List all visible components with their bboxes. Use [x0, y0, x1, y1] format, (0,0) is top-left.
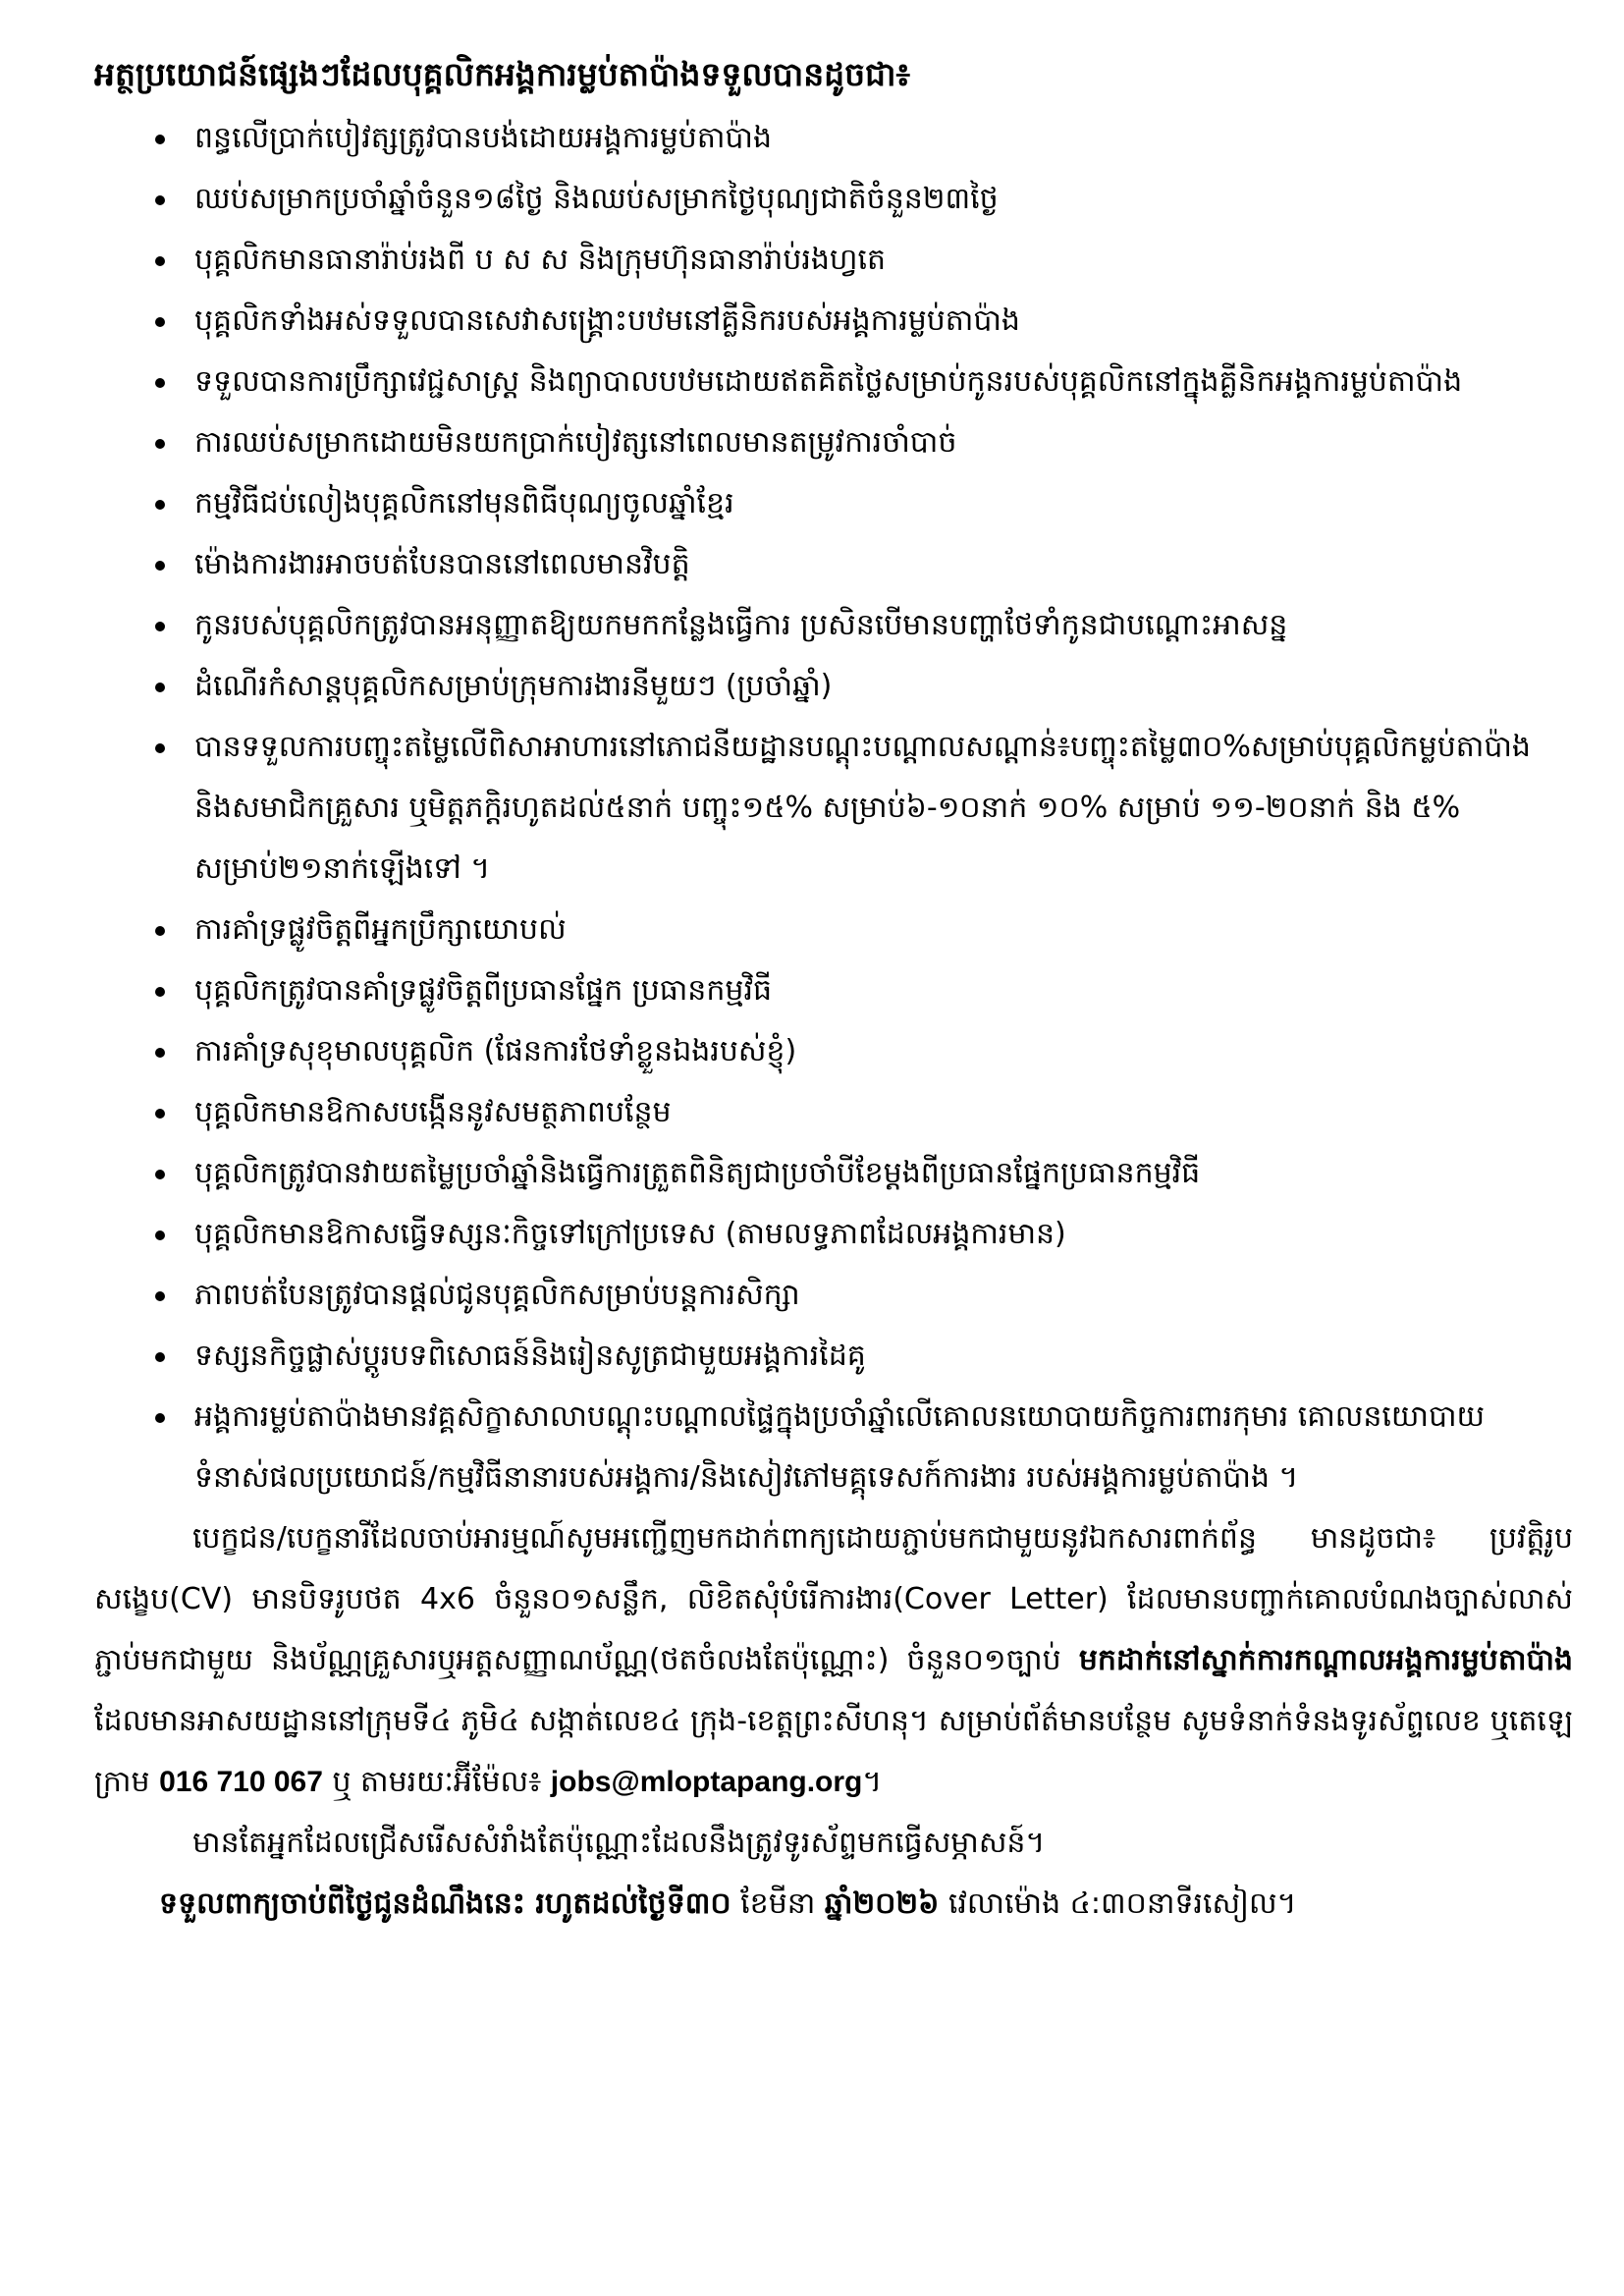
application-intro: បេក្ខជន/បេក្ខនារីដែលចាប់អារម្មណ៍សូមអញ្ជើញមកដាក់ពាក្យដោយភ្ជាប់មកជាមួយនូវឯកសារពាក់ព័ន្ធ មានដូចជា៖ ប្រវត្តិរូបសង្ខេប(CV) មានបិទរូបថត 4x6 ចំនួន០១សន្លឹក, លិខិតសុំបំរើការងារ(Cover Letter) ដែលមានបញ្ជាក់គោលបំណងច្បាស់លាស់ភ្ជាប់មកជាមួយ និងប័ណ្ណគ្រួសារឬអត្តសញ្ញាណប័ណ្ណ(ថតចំលងតែប៉ុណ្ណោះ) ចំនួន០១ច្បាប់: [94, 1521, 1573, 1677]
list-item: ទទួលបានការប្រឹក្សាវេជ្ជសាស្ត្រ និងព្យាបាលបឋមដោយឥតគិតថ្លៃសម្រាប់កូនរបស់បុគ្គលិកនៅក្នុងគ្លីនិកអង្គការម្លប់តាប៉ាង: [151, 352, 1573, 412]
email-label: ឬ តាមរយៈអ៊ីម៉ែល៖: [322, 1765, 551, 1799]
list-item: បុគ្គលិកត្រូវបានគាំទ្រផ្លូវចិត្តពីប្រធានផ្នែក ប្រធានកម្មវិធី: [151, 960, 1573, 1021]
list-item: បុគ្គលិកមានឱកាសបង្កើននូវសមត្ថភាពបន្ថែម: [151, 1082, 1573, 1143]
office-address: ដែលមានអាសយដ្ឋាននៅក្រុមទី៤ ភូមិ៤ សង្កាត់លេខ៤ ក្រុង-ខេត្តព្រះសីហនុ។ សម្រាប់ព័ត៌មានបន្ថែម សូមទំនាក់ទំនងទូរស័ព្ទលេខ ឬតេឡេក្រាម: [94, 1704, 1573, 1799]
list-item: បុគ្គលិកមានធានារ៉ាប់រងពី ប ស ស និងក្រុមហ៊ុនធានារ៉ាប់រងហ្វតេ: [151, 230, 1573, 291]
list-item: ពន្ធលើប្រាក់បៀវត្សត្រូវបានបង់ដោយអង្គការម្លប់តាប៉ាង: [151, 108, 1573, 169]
list-item: ភាពបត់បែនត្រូវបានផ្ដល់ជូនបុគ្គលិកសម្រាប់បន្តការសិក្សា: [151, 1265, 1573, 1326]
email-end-mark: ។: [862, 1765, 883, 1799]
job-announcement-page: [94, 47, 1573, 1935]
list-item: ទស្សនកិច្ចផ្លាស់ប្ដូរបទពិសោធន៍និងរៀនសូត្រជាមួយអង្គការដៃគូ: [151, 1326, 1573, 1387]
contact-phone: 016 710 067: [159, 1766, 323, 1798]
list-item: កម្មវិធីជប់លៀងបុគ្គលិកនៅមុនពិធីបុណ្យចូលឆ្នាំខ្មែរ: [151, 473, 1573, 534]
deadline-day: ថ្ងៃទី៣០: [638, 1886, 731, 1921]
shortlist-note: មានតែអ្នកដែលជ្រើសរើសសំរាំងតែប៉ុណ្ណោះដែលនឹងត្រូវទូរស័ព្ទមកធ្វើសម្ភាសន៍។: [192, 1826, 1046, 1860]
list-item: បានទទួលការបញ្ចុះតម្លៃលើពិសាអាហារនៅភោជនីយដ្ឋានបណ្ដុះបណ្ដាលសណ្ដាន់៖បញ្ចុះតម្លៃ៣០%សម្រាប់បុគ្គលិកម្លប់តាប៉ាង និងសមាជិកគ្រួសារ ឬមិត្តភក្តិរហូតដល់៥នាក់ បញ្ចុះ១៥% សម្រាប់៦-១០នាក់ ១០% សម្រាប់ ១១-២០នាក់ និង ៥% សម្រាប់២១នាក់ឡើងទៅ ។: [151, 717, 1573, 900]
list-item: ដំណើរកំសាន្តបុគ្គលិកសម្រាប់ក្រុមការងារនីមួយៗ (ប្រចាំឆ្នាំ): [151, 656, 1573, 717]
application-instructions: [94, 1508, 1573, 1813]
benefits-list: [94, 108, 1573, 1508]
list-item: បុគ្គលិកទាំងអស់ទទួលបានសេវាសង្គ្រោះបឋមនៅគ្លីនិករបស់អង្គការម្លប់តាប៉ាង: [151, 291, 1573, 352]
deadline-prefix: ទទួលពាក្យចាប់ពីថ្ងៃជូនដំណឹងនេះ រហូតដល់: [159, 1886, 639, 1921]
list-item: បុគ្គលិកមានឱកាសធ្វើទស្សនៈកិច្ចទៅក្រៅប្រទេស (តាមលទ្ធភាពដែលអង្គការមាន): [151, 1204, 1573, 1265]
list-item: ម៉ោងការងារអាចបត់បែនបាននៅពេលមានវិបត្តិ: [151, 534, 1573, 595]
list-item: ការគាំទ្រផ្លូវចិត្តពីអ្នកប្រឹក្សាយោបល់: [151, 900, 1573, 960]
list-item: កូនរបស់បុគ្គលិកត្រូវបានអនុញ្ញាតឱ្យយកមកកន្លែងធ្វើការ ប្រសិនបើមានបញ្ហាថែទាំកូនជាបណ្ដោះអាសន្ន: [151, 595, 1573, 656]
list-item: ការឈប់សម្រាកដោយមិនយកប្រាក់បៀវត្សនៅពេលមានតម្រូវការចាំបាច់: [151, 412, 1573, 473]
deadline-year: ឆ្នាំ២០២៦: [824, 1886, 940, 1921]
list-item: ការគាំទ្រសុខុមាលបុគ្គលិក (ផែនការថែទាំខ្លួនឯងរបស់ខ្ញុំ): [151, 1021, 1573, 1082]
office-location: មកដាក់នៅស្នាក់ការកណ្ដាលអង្គការម្លប់តាប៉ាង: [1078, 1643, 1573, 1677]
list-item: បុគ្គលិកត្រូវបានវាយតម្លៃប្រចាំឆ្នាំនិងធ្វើការត្រួតពិនិត្យជាប្រចាំបីខែម្ដងពីប្រធានផ្នែកប្រធានកម្មវិធី: [151, 1143, 1573, 1204]
benefits-heading: អត្ថប្រយោជន៍ផ្សេងៗដែលបុគ្គលិកអង្គការម្លប់តាប៉ាងទទួលបានដូចជា៖: [94, 55, 910, 93]
list-item: អង្គការម្លប់តាប៉ាងមានវគ្គសិក្ខាសាលាបណ្ដុះបណ្ដាលផ្ទៃក្នុងប្រចាំឆ្នាំលើគោលនយោបាយកិច្ចការពារកុមារ គោលនយោបាយទំនាស់ផលប្រយោជន៍/កម្មវិធីនានារបស់អង្គការ/និងសៀវភៅមគ្គុទេសក៍ការងារ របស់អង្គការម្លប់តាប៉ាង ។: [151, 1387, 1573, 1508]
deadline-time: វេលាម៉ោង ៤:៣០នាទីរសៀល។: [939, 1886, 1297, 1921]
deadline-month: ខែមីនា: [731, 1886, 825, 1921]
contact-email: jobs@mloptapang.org: [550, 1766, 863, 1798]
deadline-line: [94, 1874, 1573, 1935]
list-item: ឈប់សម្រាកប្រចាំឆ្នាំចំនួន១៨ថ្ងៃ និងឈប់សម្រាកថ្ងៃបុណ្យជាតិចំនួន២៣ថ្ងៃ: [151, 169, 1573, 230]
